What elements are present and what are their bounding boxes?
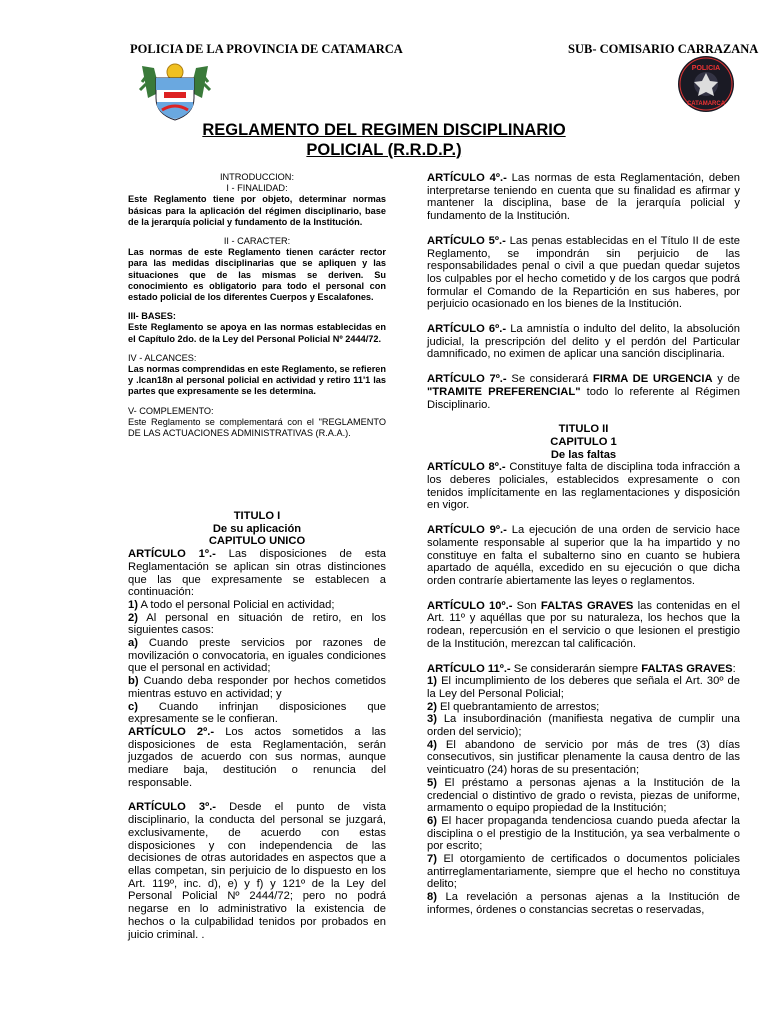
article-3: ARTÍCULO 3º.- Desde el punto de vista disciplinario, la conducta del personal se juzgará, exclusivamente, de acuerdo con estas disposiciones y con independencia de las decisiones de otras autoridades en aspectos que a ellas competan, sin perjuicio de lo dispuesto en los Art. 119º, inc. d), e) y f) y 121º de la Ley del Personal Policial Nº 2444/72; pero no podrá negarse en lo administrativo la existencia de hechos o la culpabilidad tenidos por probados en juicio criminal. . bbox=[128, 801, 387, 941]
article-1-item: 1) A todo el personal Policial en actividad; bbox=[128, 598, 335, 611]
finalidad-text: Este Reglamento tiene por objeto, determinar normas básicas para la aplicación del régimen disciplinario, base de la jerarquía policial y fundamento de la Institución. bbox=[128, 194, 386, 227]
article-11-item: 4) El abandono de servicio por más de tres (3) días consecutivos, sin justificar plenamente la causa dentro de las veinticuatro (24) horas de su presentación; bbox=[427, 738, 740, 777]
capitulo-1-heading: CAPITULO 1 bbox=[550, 435, 617, 448]
article-6-label: ARTÍCULO 6º.- bbox=[427, 323, 507, 336]
article-11-item: 1) El incumplimiento de los deberes que señala el Art. 30º de la Ley del Personal Policial; bbox=[427, 675, 740, 700]
article-10-label: ARTÍCULO 10º.- bbox=[427, 599, 513, 612]
badge-bottom-text: CATAMARCA bbox=[686, 101, 726, 107]
finalidad-heading: I - FINALIDAD: bbox=[226, 183, 288, 194]
article-7: ARTÍCULO 7º.- Se considerará FIRMA DE URGENCIA y de "TRAMITE PREFERENCIAL" todo lo referente al Régimen Disciplinario. bbox=[427, 373, 741, 411]
complemento-heading: V- COMPLEMENTO: bbox=[128, 405, 214, 416]
article-1-item: c) Cuando infrinjan disposiciones que expresamente se le confieran. bbox=[128, 700, 386, 726]
article-11-item: 7) El otorgamiento de certificados o documentos policiales antirreglamentariamente, siempre que el hecho no constituya delito; bbox=[427, 853, 740, 891]
article-11-item: 2) El quebrantamiento de arrestos; bbox=[427, 700, 600, 713]
bases-text: Este Reglamento se apoya en las normas establecidas en el Capítulo 2do. de la Ley del Personal Policial Nº 2444/72. bbox=[128, 322, 386, 344]
document-title-line2: POLICIAL (R.R.D.P.) bbox=[306, 141, 462, 159]
article-11-item: 8) La revelación a personas ajenas a la Institución de informes, órdenes o constancias secretas o reservadas, bbox=[427, 891, 740, 916]
article-11-item: 6) El hacer propaganda tendenciosa cuando pueda afectar la disciplina o el prestigio de la Institución, ya sea verbalmente o por escrito; bbox=[427, 814, 740, 853]
article-2-label: ARTÍCULO 2º.- bbox=[128, 725, 215, 738]
police-badge-logo bbox=[677, 55, 735, 113]
intro-heading: INTRODUCCION: bbox=[219, 172, 294, 182]
article-5-label: ARTÍCULO 5º.- bbox=[427, 234, 506, 247]
alcances-heading: IV - ALCANCES: bbox=[128, 352, 197, 363]
article-4: ARTÍCULO 4º.- Las normas de esta Reglamentación, deben interpretarse teniendo en cuenta que su finalidad es afirmar y mantener la disciplina, base de la jerarquía policial y fundamento de la Institución. bbox=[427, 172, 740, 223]
right-column bbox=[427, 172, 740, 917]
coat-of-arms-logo bbox=[138, 58, 212, 122]
article-11-item: 5) El préstamo a personas ajenas a la Institución de la credencial o distintivo de grado o revista, piezas de uniforme, armamento o equipo propiedad de la Institución; bbox=[427, 776, 740, 815]
article-11-item: 3) La insubordinación (manifiesta negativa de cumplir una orden del servicio); bbox=[427, 713, 740, 739]
article-6: ARTÍCULO 6º.- La amnistía o indulto del delito, la absolución judicial, la prescripción del delito y el perdón del Particular damnificado, no eximen de aplicar una sanción disciplinaria. bbox=[427, 323, 741, 361]
capitulo-unico-heading: CAPITULO UNICO bbox=[208, 535, 306, 548]
article-8: ARTÍCULO 8º.- Constituye falta de disciplina toda infracción a los deberes policiales, establecidos expresamente o con tenidos implícitamente en las reglamentaciones y disposición en vigor. bbox=[427, 461, 740, 512]
bases-heading: III- BASES: bbox=[128, 311, 176, 322]
article-5: ARTÍCULO 5º.- Las penas establecidas en el Título II de este Reglamento, se impondrán sin perjuicio de las responsabilidades penal o civil a que puedan quedar sujetos los culpables por el hecho cometido y de los cargos que podrá formular el Comando de la Repartición en sus haberes, por perjuicio ocasionado en los bienes de la Institución. bbox=[427, 234, 741, 311]
article-3-label: ARTÍCULO 3º.- bbox=[128, 801, 217, 814]
titulo-i-subtitle: De su aplicación bbox=[212, 522, 302, 535]
article-1-item: b) Cuando deba responder por hechos cometidos mientras estuvo en actividad; y bbox=[128, 675, 386, 700]
titulo-ii-heading: TITULO II bbox=[558, 423, 609, 436]
header-right-text: SUB- COMISARIO CARRAZANA bbox=[568, 42, 759, 56]
article-7-label: ARTÍCULO 7º.- bbox=[427, 373, 507, 386]
article-8-label: ARTÍCULO 8º.- bbox=[427, 461, 506, 474]
article-11-label: ARTÍCULO 11º.- bbox=[427, 662, 511, 675]
titulo-i-heading: TITULO I bbox=[233, 510, 281, 522]
article-2: ARTÍCULO 2º.- Los actos sometidos a las disposiciones de esta Reglamentación, serán juzgados de acuerdo con sus normas, aunque mediare baja, destitución o renuncia del responsable. bbox=[128, 725, 386, 789]
titulo-i-section bbox=[128, 510, 386, 941]
article-4-label: ARTÍCULO 4º.- bbox=[427, 172, 507, 184]
article-1-item: 2) Al personal en situación de retiro, en los siguientes casos: bbox=[128, 611, 386, 637]
article-1-label: ARTÍCULO 1º.- bbox=[128, 548, 216, 561]
caracter-text: Las normas de este Reglamento tienen carácter rector para las medidas disciplinarias que se apliquen y las situaciones que de las mismas se deriven. Su conocimiento es obligatorio para todo el personal con estado policial de los diferentes Cuerpos y Escalafones. bbox=[128, 247, 386, 303]
article-9-label: ARTÍCULO 9º.- bbox=[427, 524, 507, 537]
header-left-text: POLICIA DE LA PROVINCIA DE CATAMARCA bbox=[130, 42, 403, 56]
article-10: ARTÍCULO 10º.- Son FALTAS GRAVES las contenidas en el Art. 11º y aquéllas que por su naturaleza, los hechos que la rodean, repercusión en el servicio o que lesionen el prestigio de la Institución, merezcan tal calificación. bbox=[427, 599, 740, 650]
article-1-item: a) Cuando preste servicios por razones de movilización o convocatoria, en iguales condiciones que el personal en actividad; bbox=[128, 637, 386, 675]
introduction-section bbox=[128, 172, 386, 439]
complemento-text: Este Reglamento se complementará con el "REGLAMENTO DE LAS ACTUACIONES ADMINISTRATIVAS (R.A.A.). bbox=[128, 416, 386, 439]
article-11: ARTÍCULO 11º.- Se considerarán siempre FALTAS GRAVES: bbox=[427, 662, 736, 675]
article-9: ARTÍCULO 9º.- La ejecución de una orden de servicio hace solamente responsable al superior que la ha impartido y no constituye en falta el subalterno sino en cuanto se hubiera apartado de aquélla, excedido en su ejecución o que dicha orden contraríe abiertamente las leyes o reglamentos. bbox=[427, 524, 740, 587]
alcances-text: Las normas comprendidas en este Reglamento, se refieren y .lcan18n al personal policial en actividad y retiro 11'1 las partes que expresamente se les determina. bbox=[128, 364, 386, 397]
document-title-line1: REGLAMENTO DEL REGIMEN DISCIPLINARIO bbox=[202, 121, 566, 139]
capitulo-1-subtitle: De las faltas bbox=[550, 448, 617, 461]
article-1: ARTÍCULO 1º.- Las disposiciones de esta Reglamentación se aplican sin otras distinciones que las que expresamente se establecen a continuación: bbox=[128, 548, 386, 599]
caracter-heading: II - CARACTER: bbox=[223, 236, 291, 247]
badge-top-text: POLICIA bbox=[691, 65, 721, 72]
